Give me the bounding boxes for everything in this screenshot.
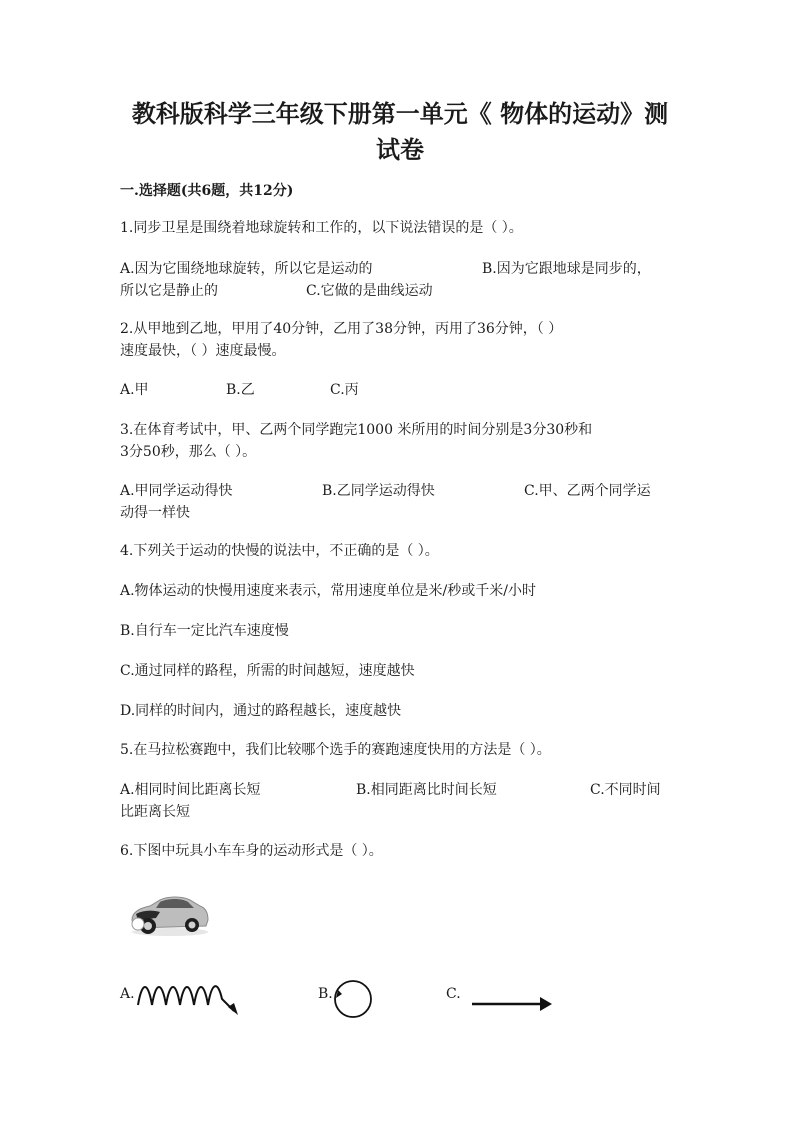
q5-stem: 5.在马拉松赛跑中，我们比较哪个选手的赛跑速度快用的方法是（ ）。 bbox=[120, 742, 551, 758]
title-line-1: 教科版科学三年级下册第一单元《 物体的运动》测 bbox=[131, 99, 669, 128]
page-title bbox=[100, 96, 700, 168]
title-line-2: 试卷 bbox=[376, 135, 424, 164]
circular-motion-icon bbox=[332, 978, 374, 1020]
q2-option-a: A.甲 bbox=[120, 382, 149, 398]
q3-option-b: B.乙同学运动得快 bbox=[322, 483, 435, 499]
q6-option-a: A. bbox=[120, 986, 135, 1002]
q4-option-a: A.物体运动的快慢用速度来表示，常用速度单位是米/秒或千米/小时 bbox=[120, 583, 536, 599]
q3-stem-line-2: 3分50秒，那么（ ）。 bbox=[120, 444, 257, 460]
q5-option-a: A.相同时间比距离长短 bbox=[120, 782, 261, 798]
q6-stem: 6.下图中玩具小车车身的运动形式是（ ）。 bbox=[120, 843, 383, 859]
q3-option-c: C.甲、乙两个同学运 bbox=[524, 483, 651, 499]
q1-option-b-continued: 所以它是静止的 bbox=[120, 283, 218, 299]
wave-motion-icon bbox=[136, 975, 242, 1017]
q2-option-b: B.乙 bbox=[226, 382, 255, 398]
q6-option-b: B. bbox=[318, 986, 333, 1002]
section-heading: 一.选择题(共6题，共12分) bbox=[120, 183, 294, 199]
q5-option-b: B.相同距离比时间长短 bbox=[356, 782, 497, 798]
q2-option-c: C.丙 bbox=[330, 382, 359, 398]
q5-option-c-continued: 比距离长短 bbox=[120, 804, 190, 820]
q2-stem-line-1: 2.从甲地到乙地，甲用了40分钟，乙用了38分钟，丙用了36分钟，（ ） bbox=[120, 321, 563, 337]
q1-option-c: C.它做的是曲线运动 bbox=[306, 283, 433, 299]
q1-option-b: B.因为它跟地球是同步的， bbox=[482, 261, 651, 277]
q3-stem-line-1: 3.在体育考试中，甲、乙两个同学跑完1000 米所用的时间分别是3分30秒和 bbox=[120, 422, 593, 438]
q3-option-a: A.甲同学运动得快 bbox=[120, 483, 233, 499]
q6-option-c: C. bbox=[446, 986, 461, 1002]
q1-option-a: A.因为它围绕地球旋转，所以它是运动的 bbox=[120, 261, 373, 277]
q3-option-c-continued: 动得一样快 bbox=[120, 505, 190, 521]
toy-car-icon bbox=[126, 892, 210, 938]
q4-option-c: C.通过同样的路程，所需的时间越短，速度越快 bbox=[120, 663, 415, 679]
q5-option-c: C.不同时间 bbox=[590, 782, 661, 798]
q2-stem-line-2: 速度最快，（ ）速度最慢。 bbox=[120, 343, 286, 359]
straight-line-arrow-icon bbox=[470, 994, 554, 1014]
q1-stem: 1.同步卫星是围绕着地球旋转和工作的，以下说法错误的是（ ）。 bbox=[120, 220, 523, 236]
q4-option-d: D.同样的时间内，通过的路程越长，速度越快 bbox=[120, 703, 402, 719]
q4-option-b: B.自行车一定比汽车速度慢 bbox=[120, 623, 289, 639]
q4-stem: 4.下列关于运动的快慢的说法中，不正确的是（ ）。 bbox=[120, 543, 439, 559]
